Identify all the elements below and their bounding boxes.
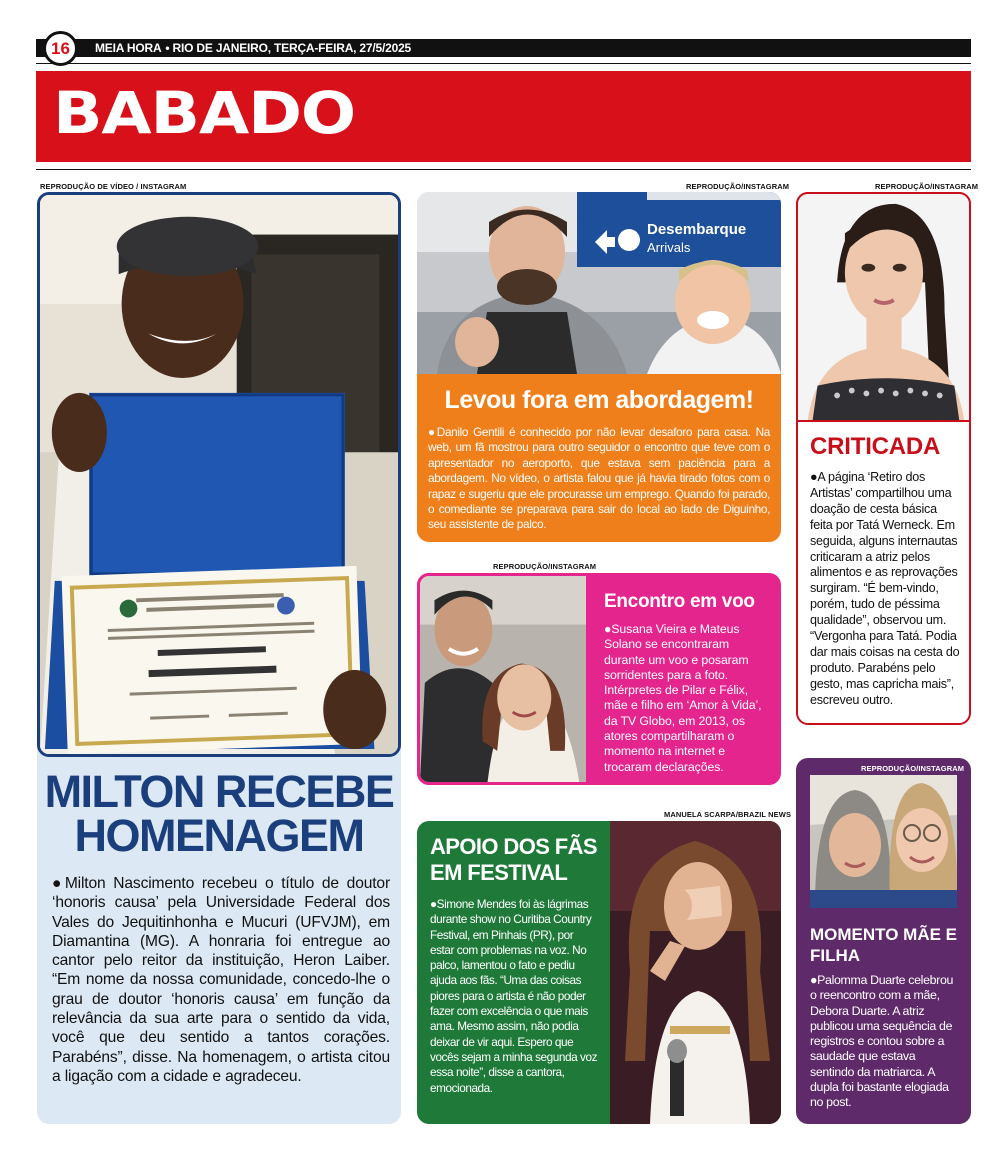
danilo-photo: [417, 192, 781, 374]
tata-body-text: ●A página ‘Retiro dos Artistas’ compartilhou uma doação de cesta básica feita por Tatá Werneck. Em seguida, alguns internautas criticaram a atriz pelos alimentos e as reprovações surgiram. “É bem-vindo, porém, tudo de péssima qualidade”, observou um. “Vergonha para Tatá. Podia dar mais coisas na cesta do produto. Parabéns pelo gesto, mas capricha mais”, escreveu outro.: [810, 470, 960, 707]
simone-photo-credit: MANUELA SCARPA/BRAZIL NEWS: [664, 810, 792, 819]
palomma-photo-credit: REPRODUÇÃO/INSTAGRAM: [861, 764, 965, 773]
date-text: • RIO DE JANEIRO, TERÇA-FEIRA, 27/5/2025: [165, 41, 412, 55]
tata-headline: CRITICADA: [810, 433, 941, 460]
milton-headline-line2: HOMENAGEM: [74, 810, 364, 861]
section-rule: [36, 169, 971, 170]
arrivals-sign-line2: Arrivals: [647, 240, 691, 255]
danilo-body-text: ●Danilo Gentili é conhecido por não levar desaforo para casa. Na web, um fã mostrou para outro seguidor o encontro que teve com o apresentador no aeroporto, que estava sem paciência para a abordagem. No vídeo, o artista falou que já havia tirado fotos com o rapaz e sugeriu que ele procurasse um emprego. Quando foi parado, o comediante se preparava para sair do local ao lado de Diguinho, seu assistente de palco.: [428, 425, 770, 532]
dateline: [95, 39, 411, 57]
susana-headline: Encontro em voo: [604, 591, 755, 612]
palomma-body-text: ●Palomma Duarte celebrou o reencontro com a mãe, Debora Duarte. A atriz publicou uma sequência de registros e contou sobre a saudade que estava sentindo da matriarca. A dupla foi bastante elogiada no post.: [810, 973, 954, 1110]
milton-headline-line1: MILTON RECEBE: [44, 766, 394, 817]
palomma-headline: MOMENTO MÃE E FILHA: [810, 925, 958, 965]
milton-body-text: ●Milton Nascimento recebeu o título de doutor ‘honoris causa’ pela Universidade Federal dos Vales do Jequitinhonha e Mucuri (UFVJM), em Diamantina (MG). A honraria foi entregue ao cantor pelo reitor da instituição, Heron Laiber. “Em nome da nossa comunidade, concedo-lhe o grau de doutor ‘honoris causa’ em função da relevância da sua arte para o sentido da vida, você que deu sentido a tantos corações. Parabéns”, disse. Na homenagem, o artista citou a ligação com a cidade e agradeceu.: [52, 875, 390, 1085]
tata-photo-credit: REPRODUÇÃO/INSTAGRAM: [875, 182, 979, 191]
milton-headline: [37, 766, 401, 861]
publication-name: MEIA HORA: [95, 41, 162, 55]
danilo-photo-credit: REPRODUÇÃO/INSTAGRAM: [686, 182, 790, 191]
susana-photo-credit: REPRODUÇÃO/INSTAGRAM: [493, 562, 597, 571]
danilo-headline: Levou fora em abordagem!: [444, 386, 754, 414]
section-title: BABADO: [53, 79, 356, 147]
page-number: 16: [43, 31, 78, 66]
tata-photo: [796, 192, 971, 422]
section-banner: [36, 71, 971, 162]
arrivals-sign-line1: Desembarque: [647, 221, 747, 238]
milton-photo: [37, 192, 401, 757]
header-rule: [36, 63, 971, 64]
simone-body-text: ●Simone Mendes foi às lágrimas durante show no Curitiba Country Festival, em Pinhais (PR), por estar com problemas na voz. No palco, lamentou o fato e pediu ajuda aos fãs. “Uma das coisas piores para o artista é não poder fazer com excelência o que mais ama. Mesmo assim, não podia deixar de vir aqui. Espero que vocês sejam a minha segunda voz essa noite”, disse a cantora, emocionada.: [430, 897, 598, 1095]
simone-headline: APOIO DOS FÃS EM FESTIVAL: [430, 834, 597, 885]
simone-photo: [610, 821, 781, 1124]
susana-body-text: ●Susana Vieira e Mateus Solano se encontraram durante um voo e posaram sorridentes para a foto. Intérpretes de Pilar e Félix, mãe e filho em ‘Amor à Vida’, da TV Globo, em 2013, os atores compartilharam o momento na internet e trocaram declarações.: [604, 622, 762, 774]
palomma-photo: [810, 775, 957, 908]
susana-photo: [417, 573, 589, 785]
milton-photo-credit: REPRODUÇÃO DE VÍDEO / INSTAGRAM: [40, 182, 187, 191]
